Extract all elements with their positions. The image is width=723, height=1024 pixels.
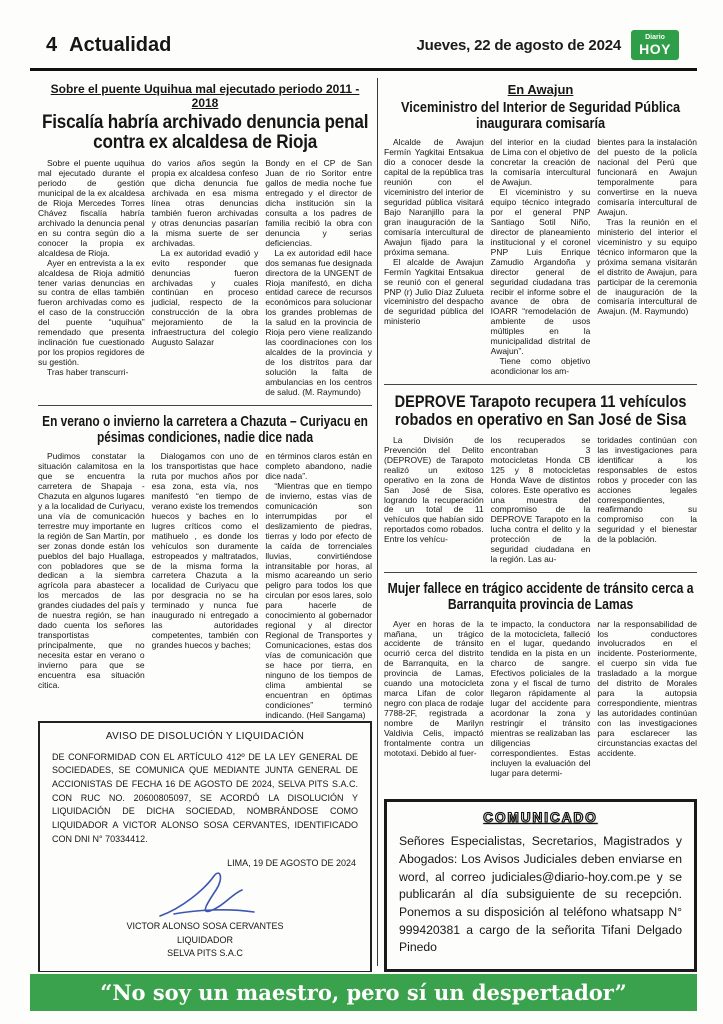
- signature-icon: [130, 870, 280, 920]
- article-fiscalia-kicker: Sobre el puente Uquihua mal ejecutado periodo 2011 - 2018: [50, 82, 360, 110]
- signer-company: SELVA PITS S.A.C: [167, 948, 243, 959]
- article-divider: [384, 384, 697, 385]
- body-column: Sobre el puente uquihua mal ejecutado durante el periodo de gestión municipal de la ex alcaldesa de Rioja Mercedes Torres Chávez fiscalía habría archivado la denuncia penal en su contra según dio a conocer la propia ex alcaldesa de Rioja. Ayer en entrevista a la ex alcaldesa de Rioja admitió tener varias denuncias en su contra de ellas también fueron archivadas como es el caso de la construcción del puente “uquihua” remendado que presenta inclinación fue cuestionado por los propios regidores de su gestión. Tras haber transcurri-: [38, 158, 145, 377]
- page-number: 4: [46, 33, 58, 56]
- article-awajun-headline: Viceministro del Interior de Seguridad Pública inaugurara comisaría: [401, 100, 681, 133]
- legal-notice-title: AVISO DE DISOLUCIÓN Y LIQUIDACIÓN: [105, 730, 305, 742]
- masthead-rule: [30, 68, 697, 71]
- article-awajun: [384, 80, 697, 377]
- article-awajun-body: [384, 138, 697, 377]
- legal-notice-box: [38, 721, 372, 972]
- article-accidente-body: [384, 620, 697, 779]
- article-carretera-body: [38, 452, 372, 720]
- article-fiscalia: [38, 80, 372, 398]
- body-column: Alcalde de Awajun Fermín Yagkitai Entsakua dio a conocer desde la capital de la república tras reunión con el viceministro del interior de seguridad pública visitará Bajo Naranjillo para la gran inauguración de la comisaría intercultural de Awajun fijado para la próxima semana. El alcalde de Awajun Fermín Yagkitai Entsakua se reunió con el general PNP (r) Julio Díaz Zulueta viceministro del despacho de seguridad pública del ministerio: [384, 137, 484, 327]
- body-column: te impacto, la conductora de la motocicleta, falleció en el lugar, quedando tendida en la pista en un charco de sangre. Efectivos policiales de la zona y el fiscal de turno llegaron rápidamente al lugar del accidente para acordonar la zona y restringir el tránsito mientras se realizaban las diligencias correspondientes. Estas incluyen la evaluación del lugar para determi-: [490, 618, 591, 778]
- logo-main-text: HOY: [639, 40, 671, 57]
- signer-role: LIQUIDADOR: [176, 934, 233, 945]
- body-column: en términos claros están en completo abandono, nadie dice nada”. “Mientras que en tiempo de invierno, estas vías de comunicación son interrumpidas por el deslizamiento de piedras, tierras y lodo por efecto de la caída de torrenciales lluvias, convirtiéndose intransitable por horas, al mismo acareando un serio peligro para todos los que circulan por esos lares, solo para hacerle de conocimiento al gobernador regional y al director Regional de Transportes y Comunicaciones, estas dos vías de comunicación que se hace por tierra, en ninguno de los tiempos de clima ambiental se encuentran en óptimas condiciones” terminó indicando. (Heil Sangama): [265, 451, 372, 720]
- center-column-divider: [377, 78, 378, 966]
- article-awajun-kicker: En Awajun: [507, 82, 574, 97]
- right-column-region: [384, 80, 697, 972]
- article-carretera: [38, 413, 372, 721]
- body-column: toridades continúan con las investigaciones para identificar a los responsables de estos robos y proceder con las acciones legales correspondientes, reafirmando su compromiso con la seguridad y el bienestar de la población.: [597, 434, 697, 545]
- article-carretera-headline: En verano o invierno la carretera a Chazuta – Curiyacu en pésimas condiciones, nadie dice nada: [42, 413, 368, 446]
- article-fiscalia-headline: Fiscalía habría archivado denuncia penal contra ex alcaldesa de Rioja: [41, 112, 369, 154]
- body-column: bientes para la instalación del puesto de la policía nacional del Perú que funcionará en Awajun temporalmente para convertirse en la nueva comisaría intercultural de Awajun. Tras la reunión en el ministerio del interior el viceministro y su equipo técnico informaron que la próxima semana visitarán el distrito de Awajun, para participar de la ceremonia de inauguración de la comisaría intercultural de Awajun. (M. Raymundo): [597, 137, 697, 317]
- signature-area: [52, 870, 358, 920]
- masthead-right: [416, 30, 679, 60]
- body-column: del interior en la ciudad de Lima con el objetivo de concretar la creación de la comisaría intercultural de Awajun. El viceministro y su equipo técnico integrado por el general PNP Santiago Sotil Niño, director de planeamiento institucional y el coronel PNP Luis Enrique Zamudio Argandoña y director general de seguridad ciudadana tras recibir el informe sobre el avance de obra de IOARR “remodelación de ambiente de usos múltiples en la municipalidad distrital de Awajun”. Tiene como objetivo acondicionar los am-: [490, 137, 591, 377]
- article-divider: [38, 405, 372, 406]
- body-column: do varios años según la propia ex alcaldesa confeso que dicha denuncia fue archivada en esa misma línea otras denuncias también fueron archivadas y otras denuncias pasarían la misma suerte de ser archivadas. La ex autoridad evadió y evito responder que denuncias fueron archivadas y cuales continúan en proceso judicial, respecto de la construcción de la obra mejoramiento de la infraestructura del colegio Augusto Salazar: [151, 158, 259, 348]
- article-deprove-body: [384, 436, 697, 565]
- article-deprove-headline: DEPROVE Tarapoto recupera 11 vehículos robados en operativo en San José de Sisa: [394, 392, 687, 430]
- comunicado-box: [384, 799, 697, 972]
- body-column: Pudimos constatar la situación calamitosa en la que se encuentra la carretera de Shapaja - Chazuta en algunos lugares y a la localidad de Curiyacu, una vía de comunicación terrestre muy importante en la región de San Martín, por ser zonas donde están los pueblos del bajo Huallaga, con pobladores que se dedican a la siembra agrícola para abastecer a los mercados de las grandes ciudades del país y de nuestra región, se han dado cuenta los señores transportistas principalmente, que no necesita estar en verano o invierno para que se encuentra esa situación citica.: [38, 451, 145, 690]
- masthead-left: [46, 34, 171, 57]
- quote-text: “No soy un maestro, pero sí un despertador”: [100, 980, 627, 1005]
- edition-date: Jueves, 22 de agosto de 2024: [416, 36, 621, 54]
- article-deprove: [384, 392, 697, 565]
- article-accidente: [384, 580, 697, 778]
- logo-top-text: Diario: [645, 34, 665, 42]
- quote-banner: [30, 974, 697, 1011]
- body-column: Ayer en horas de la mañana, un trágico accidente de tránsito ocurrió cerca del distrito de Barranquita, en la provincia de Lamas, cuando una motocicleta marca Lifan de color negro con placa de rodaje 7788-2F, registrada a nombre de Marilyn Valdivia Celis, impactó frontalmente contra un mototaxi. Debido al fuer-: [384, 618, 484, 758]
- article-accidente-headline: Mujer fallece en trágico accidente de tránsito cerca a Barranquita provincia de Lamas: [387, 581, 694, 614]
- legal-notice-body: DE CONFORMIDAD CON EL ARTÍCULO 412º DE LA LEY GENERAL DE SOCIEDADES, SE COMUNICA QUE MEDIANTE JUNTA GENERAL DE ACCIONISTAS DE FECHA 16 DE AGOSTO DE 2024, SELVA PITS S.A.C. CON RUC NO. 20600805097, SE ACORDÓ LA DISOLUCIÓN Y LIQUIDACIÓN DE DICHA SOCIEDAD, NOMBRÁNDOSE COMO LIQUIDADOR A VICTOR ALONSO SOSA CERVANTES, IDENTIFICADO CON DNI N° 70334412.: [52, 751, 358, 844]
- comunicado-title: COMUNICADO: [483, 810, 598, 826]
- body-column: Dialogamos con uno de los transportistas que hace ruta por muchos años por esa zona, esta vía, nos manifestó “en tiempo de verano existe los tremendos huecos y baches en lo lugres críticos como el matihuelo , es donde los vehículos son duramente estropeados y maltratados, de la misma forma la carretera Chazuta a la localidad de Curiyacu que por desgracia no se ha terminado y nunca fue inaugurado ni entregado a las autoridades competentes, también con grandes huecos y baches;: [151, 451, 259, 651]
- signer-block: [52, 920, 358, 961]
- body-column: nar la responsabilidad de los conductores involucrados en el incidente. Posteriormente, el cuerpo sin vida fue trasladado a la morgue del distrito de Morales para la autopsia correspondiente, mientras las autoridades continúan con las investigaciones para esclarecer las circunstancias exactas del accidente.: [597, 618, 697, 758]
- masthead: [46, 30, 679, 60]
- article-fiscalia-body: [38, 159, 372, 398]
- signer-name: VICTOR ALONSO SOSA CERVANTES: [126, 921, 284, 932]
- body-column: La División de Prevención del Delito (DEPROVE) de Tarapoto realizó un exitoso operativo en la zona de San José de Sisa, logrando la recuperación de un total de 11 vehículos que habían sido reportados como robados. Entre los vehícu-: [384, 434, 484, 545]
- left-column-region: [38, 80, 372, 972]
- body-column: Bondy en el CP de San Juan de rio Soritor entre gallos de media noche fue entregado y el director de dicha institución sin la consulta a los padres de familia recibió la obra con denuncia y serias deficiencias. La ex autoridad edil hace dos semanas fue designada directora de la UNGENT de Rioja manifestó, en dicha entidad carece de recursos económicos para solucionar los grandes problemas de la salud en la provincia de Rioja pero viene realizando las coordinaciones con los alcaldes de la provincia y de los distritos para dar solución la falta de ambulancias en los centros de salud. (M. Raymundo): [265, 158, 372, 397]
- comunicado-body: Señores Especialistas, Secretarios, Magistrados y Abogados: Los Avisos Judiciales deben enviarse en word, al correo judiciales@diario-hoy.com.pe y se publicarán al día subsiguiente de su recepción. Ponemos a su disposición al teléfono whatsapp N° 999420381 a cargo de la señorita Tifani Delgado Pinedo: [399, 834, 682, 955]
- section-title: Actualidad: [69, 33, 172, 56]
- legal-notice-date: LIMA, 19 DE AGOSTO DE 2024: [227, 858, 356, 869]
- diario-hoy-logo: [631, 30, 679, 60]
- body-column: los recuperados se encontraban 3 motocicletas Honda CB 125 y 8 motocicletas Honda Wave de distintos colores. Este operativo es una muestra del compromiso de la DEPROVE Tarapoto en la lucha contra el delito y la protección de la seguridad ciudadana en la región. Las au-: [490, 434, 591, 565]
- article-divider: [384, 572, 697, 573]
